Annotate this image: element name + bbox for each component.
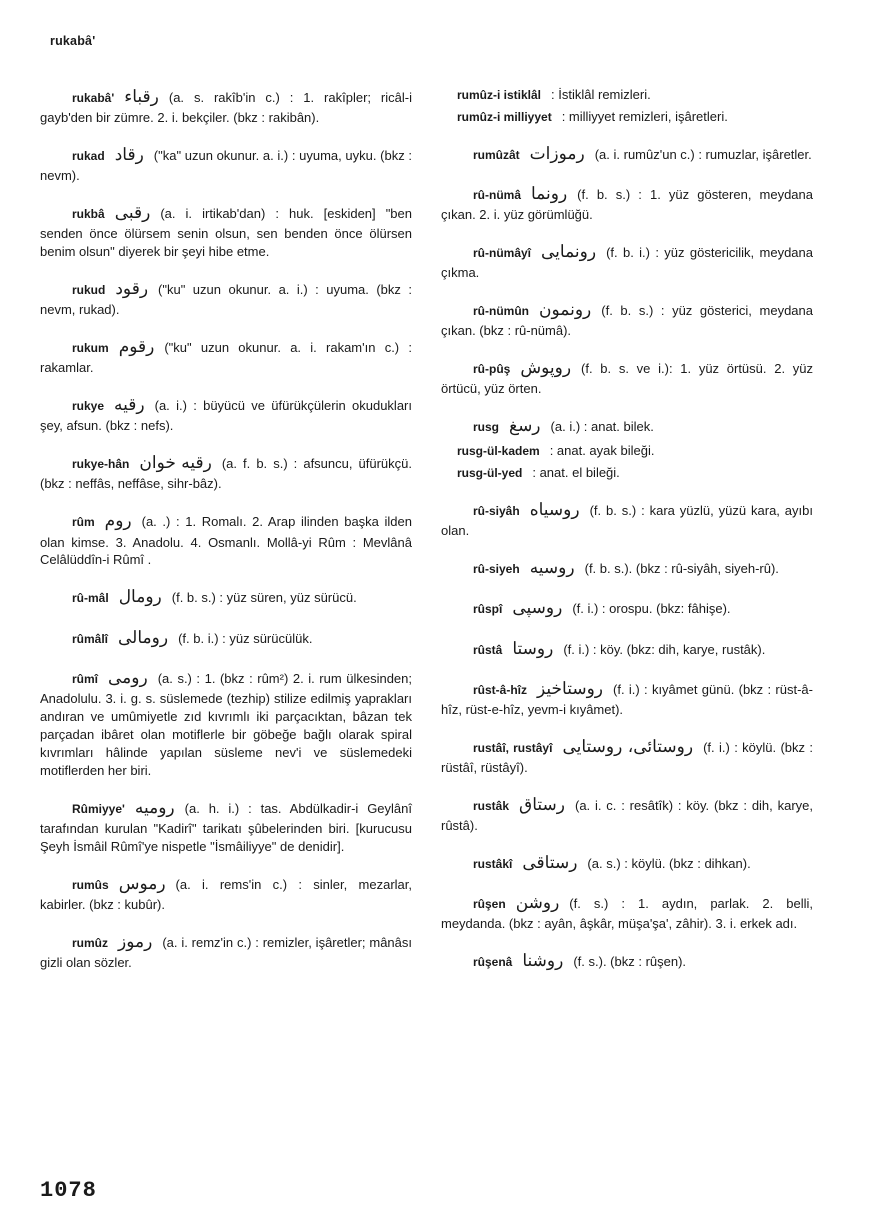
entry-definition: (f. s.). (bkz : rûşen). (573, 954, 687, 970)
dictionary-entry (441, 499, 813, 540)
running-head: rukabâ' (50, 34, 96, 48)
entry-arabic-script: روسپى (512, 598, 563, 619)
entry-headword: rû-nümâ (473, 188, 521, 203)
entry-headword: rumûz-i milliyyet (457, 109, 552, 124)
entry-headword: rûm (72, 515, 95, 530)
entry-definition: : anat. ayak bileği. (549, 443, 655, 459)
dictionary-entry (441, 464, 813, 482)
entry-definition: (f. b. i.) : yüz sürücülük. (178, 630, 313, 646)
entry-arabic-script: رونما (531, 184, 568, 205)
entry-definition: (a. i. rems'in c.) : sinler, mezarlar, kabirler. (bkz : kubûr). (40, 876, 412, 912)
entry-arabic-script: رقوم (118, 337, 155, 358)
entry-headword: rû-siyâh (473, 504, 520, 519)
entry-definition: (a. i.) : büyücü ve üfürükçülerin okudukları şey, afsun. (bkz : nefs). (40, 398, 412, 434)
dictionary-entry (441, 950, 813, 973)
left-column (40, 86, 412, 989)
entry-arabic-script: روم (104, 511, 132, 532)
entry-headword: rû-mâl (72, 591, 109, 606)
dictionary-entry (441, 183, 813, 224)
dictionary-entry (441, 357, 813, 398)
entry-headword: rukum (72, 341, 109, 356)
entry-arabic-script: رستاقى (522, 852, 578, 873)
entry-headword: rusg-ül-kadem (457, 444, 540, 459)
entry-headword: rumûs (72, 877, 109, 892)
entry-definition: (a. h. i.) : tas. Abdülkadir-i Geylânî tarafından kurulan "Kadirî" tarikatı şûbelerinden biri. [kurucusu Şeyh İsmâil Rûmî'ye nispetle "İsmâiliyye" de denidir]. (40, 800, 412, 854)
right-column (441, 86, 813, 990)
entry-definition: (a. i.) : anat. bilek. (550, 419, 654, 435)
entry-arabic-script: رومى (108, 667, 148, 688)
entry-headword: rûşen (473, 896, 506, 911)
entry-headword: rustâî, rustâyî (473, 740, 553, 755)
dictionary-entry (40, 667, 412, 780)
dictionary-entry (441, 597, 813, 620)
entry-headword: rû-pûş (473, 362, 511, 377)
dictionary-entry (441, 86, 813, 104)
entry-definition: : milliyyet remizleri, işâretleri. (561, 108, 728, 124)
entry-arabic-script: رونمايى (541, 242, 597, 263)
entry-definition: (a. s.) : köylü. (bkz : dihkan). (587, 855, 751, 871)
entry-definition: (a. i. irtikab'dan) : huk. [eskiden] "ben senden önce ölürsem senin olsun, sen benden önce ölürsen benim olsun" diyerek bir şeyi hibe etme. (40, 206, 412, 260)
dictionary-entry (441, 108, 813, 126)
entry-arabic-script: رموز (118, 931, 153, 952)
dictionary-entry (40, 452, 412, 493)
entry-arabic-script: رموس (118, 873, 166, 894)
entry-definition: (a. i. c. : resâtîk) : köy. (bkz : dih, karye, rûstâ). (441, 797, 813, 833)
entry-arabic-script: رومالى (118, 627, 169, 648)
entry-arabic-script: رونمون (539, 300, 592, 321)
entry-definition: (f. b. s.). (bkz : rû-siyâh, siyeh-rû). (584, 561, 779, 577)
entry-arabic-script: روستا (512, 638, 554, 659)
entry-headword: rûşenâ (473, 955, 513, 970)
entry-definition: : İstiklâl remizleri. (551, 87, 651, 102)
entry-headword: rumûzât (473, 147, 520, 162)
dictionary-entry (441, 442, 813, 460)
dictionary-entry (441, 794, 813, 835)
entry-definition: (f. i.) : kıyâmet günü. (bkz : rüst-â-hîz, rüst-e-hîz, yevm-i kıyâmet). (441, 681, 813, 717)
dictionary-entry (441, 736, 813, 777)
entry-arabic-script: رقود (115, 279, 149, 300)
page-number: 1078 (40, 1178, 97, 1203)
entry-definition: (a. i. remz'in c.) : remizler, işâretler; mânâsı gizli olan sözler. (40, 934, 412, 970)
entry-definition: (f. s.) : 1. aydın, parlak. 2. belli, meydanda. (bkz : ayân, âşkâr, müşa'şa', zâhir). 3. i. erkek adı. (441, 895, 813, 932)
entry-definition: (f. i.) : köy. (bkz: dih, karye, rustâk). (563, 641, 766, 657)
entry-definition: (a. s. rakîb'in c.) : 1. rakîpler; ricâl-i gayb'den bir zümre. 2. i. bekçiler. (bkz : rakibân). (40, 90, 412, 126)
dictionary-entry (441, 638, 813, 661)
entry-arabic-script: رموزات (529, 143, 585, 164)
entry-headword: rumûz (72, 935, 108, 950)
dictionary-entry (40, 394, 412, 435)
entry-arabic-script: رستاق (519, 794, 565, 815)
entry-definition: : anat. el bileği. (532, 465, 620, 481)
entry-headword: rukbâ (72, 207, 105, 222)
entry-headword: rûstâ (473, 642, 503, 657)
entry-headword: rustâk (473, 798, 510, 813)
entry-headword: rû-nümâyî (473, 246, 532, 261)
entry-headword: rukad (72, 149, 105, 164)
entry-arabic-script: روشن (515, 892, 560, 913)
dictionary-entry (40, 278, 412, 319)
entry-headword: rukye-hân (72, 457, 130, 472)
dictionary-entry (441, 852, 813, 875)
entry-arabic-script: رقيه خوان (139, 453, 212, 474)
dictionary-entry (40, 797, 412, 856)
dictionary-entry (40, 86, 412, 127)
entry-arabic-script: روسياه (529, 500, 580, 521)
entry-definition: (a. f. b. s.) : afsuncu, üfürükçü. (bkz : neffâs, neffâse, sihr-bâz). (40, 456, 412, 492)
entry-definition: (a. i. rumûz'un c.) : rumuzlar, işâretler. (594, 146, 812, 162)
entry-headword: rû-siyeh (473, 562, 520, 577)
dictionary-entry (40, 586, 412, 609)
entry-definition: (f. b. s.) : 1. yüz gösteren, meydana çıkan. 2. i. yüz görümlüğü. (441, 187, 813, 223)
entry-arabic-script: رقيه (114, 395, 145, 416)
entry-arabic-script: روسيه (529, 558, 575, 579)
entry-arabic-script: رقباء (124, 87, 159, 107)
dictionary-entry (40, 336, 412, 377)
entry-arabic-script: روميه (134, 797, 175, 818)
entry-definition: (f. b. s.) : yüz gösterici, meydana çıkan. (bkz : rû-nümâ). (441, 303, 813, 339)
dictionary-entry (40, 510, 412, 569)
dictionary-entry (40, 144, 412, 185)
entry-arabic-script: رقبى (114, 203, 151, 224)
entry-definition: (f. b. s.) : kara yüzlü, yüzü kara, ayıbı olan. (441, 503, 813, 539)
entry-definition: ("ku" uzun okunur. a. i. rakam'ın c.) : rakamlar. (40, 340, 412, 376)
dictionary-entry (40, 931, 412, 972)
entry-arabic-script: روشنا (522, 951, 564, 972)
entry-headword: rûmî (72, 671, 99, 686)
entry-arabic-script: روستائى، روستايى (562, 736, 694, 757)
entry-headword: rukye (72, 399, 105, 414)
entry-headword: rumûz-i istiklâl (457, 88, 542, 102)
entry-definition: (f. b. s.) : yüz süren, yüz sürücü. (171, 590, 357, 606)
dictionary-entry (441, 143, 813, 166)
entry-headword: rûmâlî (72, 631, 109, 646)
entry-arabic-script: رسغ (509, 416, 541, 437)
dictionary-entry (441, 415, 813, 438)
dictionary-entry (40, 873, 412, 914)
entry-arabic-script: رومال (118, 587, 162, 608)
entry-definition: (f. b. i.) : yüz göstericilik, meydana çıkma. (441, 245, 813, 281)
entry-headword: rûspî (473, 602, 503, 617)
entry-headword: Rûmiyye' (72, 801, 125, 816)
dictionary-entry (441, 557, 813, 580)
entry-definition: (a. s.) : 1. (bkz : rûm²) 2. i. rum ülkesinden; Anadolulu. 3. i. g. s. süslemede (tezhip) stilize edilmiş yaprakları andıran ve umûmiyetle zıd kıvrımlı iki parçacıktan, bâzan tek parçadan ibâret olan motiflerle bir göbeğe bağlı olarak spiral kıvrımları hâlinde yapılan süsleme nev'i ve süslemedeki motiflerden her biri. (40, 670, 412, 778)
dictionary-entry (441, 678, 813, 719)
entry-headword: rustâkî (473, 856, 513, 871)
entry-arabic-script: رقاد (114, 145, 144, 166)
entry-arabic-script: روستاخيز (537, 678, 603, 699)
entry-definition: ("ku" uzun okunur. a. i.) : uyuma. (bkz : nevm, rukad). (40, 282, 412, 318)
dictionary-entry (40, 627, 412, 650)
entry-definition: ("ka" uzun okunur. a. i.) : uyuma, uyku. (bkz : nevm). (40, 148, 412, 184)
dictionary-entry (441, 299, 813, 340)
entry-definition: (f. i.) : köylü. (bkz : rüstâî, rüstâyî). (441, 739, 814, 775)
entry-headword: rûst-â-hîz (473, 682, 527, 697)
dictionary-entry (441, 892, 813, 933)
dictionary-entry (40, 202, 412, 261)
entry-arabic-script: روپوش (520, 358, 572, 379)
entry-headword: rukabâ' (72, 91, 115, 105)
entry-headword: rû-nümûn (473, 304, 529, 319)
entry-headword: rusg (473, 420, 500, 435)
entry-definition: (f. b. s. ve i.): 1. yüz örtüsü. 2. yüz örtücü, yüz örten. (441, 361, 813, 397)
entry-headword: rukud (72, 283, 106, 298)
dictionary-entry (441, 241, 813, 282)
entry-headword: rusg-ül-yed (457, 466, 523, 481)
entry-definition: (a. .) : 1. Romalı. 2. Arap ilinden başka ilden olan kimse. 3. Anadolu. 4. Osmanlı. Mollâ-yi Rûm : Mevlânâ Celâlüddîn-i Rûmî . (40, 514, 412, 568)
entry-definition: (f. i.) : orospu. (bkz: fâhişe). (572, 601, 731, 617)
